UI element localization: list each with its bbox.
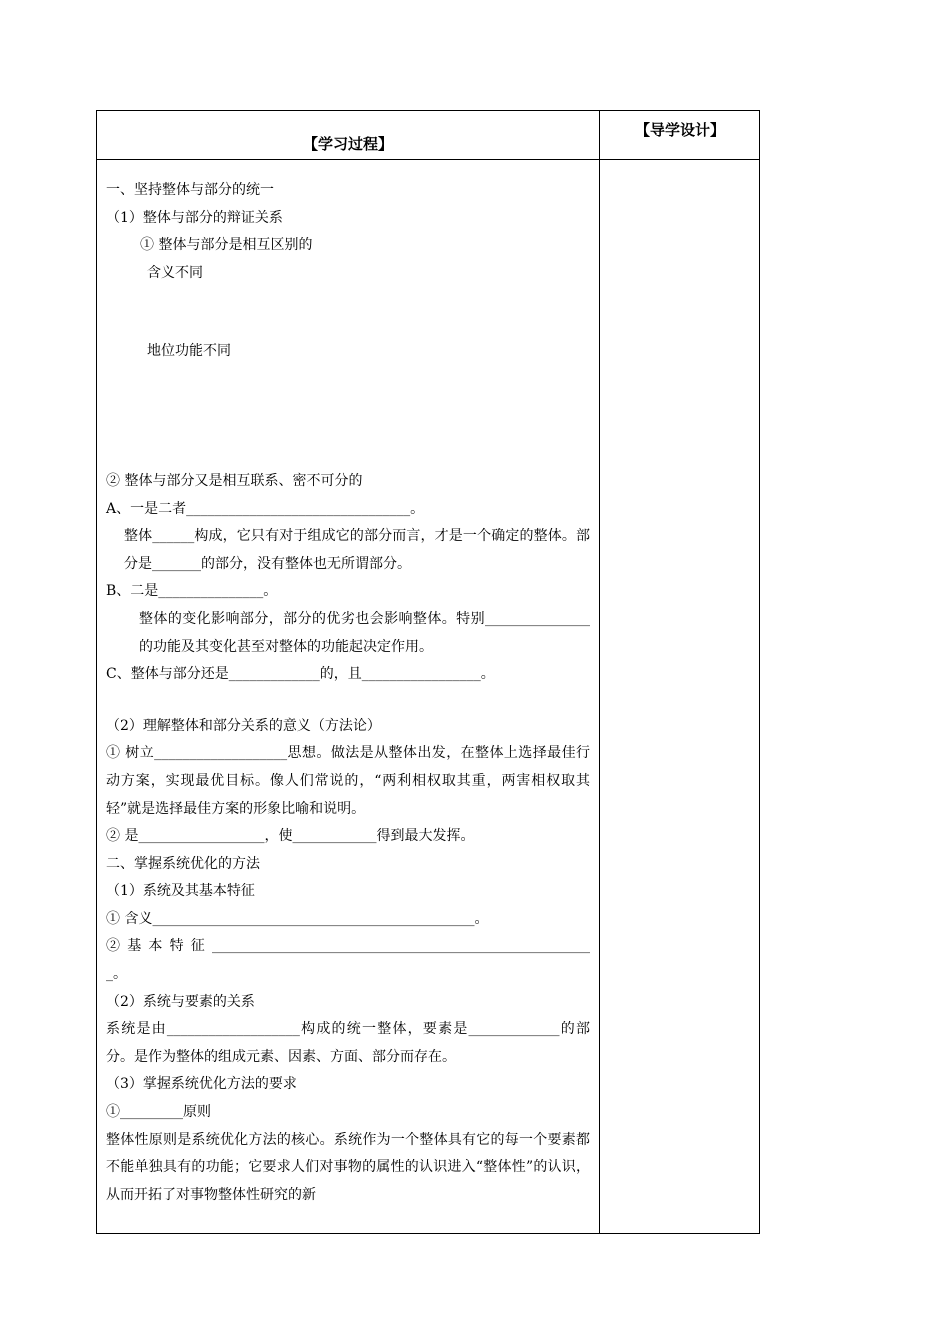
sub-point-text: 地位功能不同	[147, 343, 231, 360]
subsection-heading: （2）理解整体和部分关系的意义（方法论）	[106, 717, 381, 734]
subsection-heading: （1）整体与部分的辩证关系	[106, 209, 283, 226]
fill-blank-line: ① 含义______________________________________________。	[106, 910, 489, 927]
subsection-heading: （3）掌握系统优化方法的要求	[106, 1076, 297, 1093]
fill-blank-line: ①_________原则	[106, 1104, 211, 1121]
section-heading-2: 二、掌握系统优化的方法	[106, 855, 260, 872]
sub-point-text: 含义不同	[147, 264, 203, 281]
learning-process-content	[106, 177, 590, 1209]
fill-blank-line: ② 基 本 特 征 _______________________________________________________。	[106, 938, 590, 983]
paragraph-text: 整体的变化影响部分，部分的优劣也会影响整体。特别_______________的功能及其变化甚至对整体的功能起决定作用。	[139, 610, 590, 655]
paragraph-text: 系统是由___________________构成的统一整体，要素是_____________的部分。是作为整体的组成元素、因素、方面、部分而存在。	[106, 1021, 590, 1065]
subsection-heading: （2）系统与要素的关系	[106, 993, 255, 1010]
paragraph-text: 整体性原则是系统优化方法的核心。系统作为一个整体具有它的每一个要素都不能单独具有的功能；它要求人们对事物的属性的认识进入“整体性”的认识，从而开拓了对事物整体性研究的新	[106, 1131, 590, 1203]
point-text: ② 整体与部分又是相互联系、密不可分的	[106, 472, 363, 489]
fill-blank-line: C、整体与部分还是_____________的，且_________________。	[106, 666, 495, 683]
fill-blank-line: A、一是二者________________________________。	[106, 500, 425, 517]
fill-blank-line: ② 是__________________，使____________得到最大发挥。	[106, 828, 475, 845]
paragraph-text: ① 树立___________________思想。做法是从整体出发，在整体上选择最佳行动方案，实现最优目标。像人们常说的，“两利相权取其重，两害相权取其轻”就是选择最佳方案的形象比喻和说明。	[106, 745, 590, 817]
fill-blank-line: B、二是_______________。	[106, 583, 278, 600]
paragraph-text: 整体______构成，它只有对于组成它的部分而言，才是一个确定的整体。部分是_______的部分，没有整体也无所谓部分。	[124, 528, 590, 572]
section-heading-1: 一、坚持整体与部分的统一	[106, 182, 274, 198]
column-divider	[599, 111, 600, 1233]
learning-process-header: 【学习过程】	[302, 135, 393, 153]
point-text: ① 整体与部分是相互区别的	[140, 237, 313, 254]
guided-design-header: 【导学设计】	[634, 121, 725, 139]
header-divider	[97, 159, 759, 160]
subsection-heading: （1）系统及其基本特征	[106, 883, 255, 900]
worksheet-table	[96, 110, 760, 1234]
